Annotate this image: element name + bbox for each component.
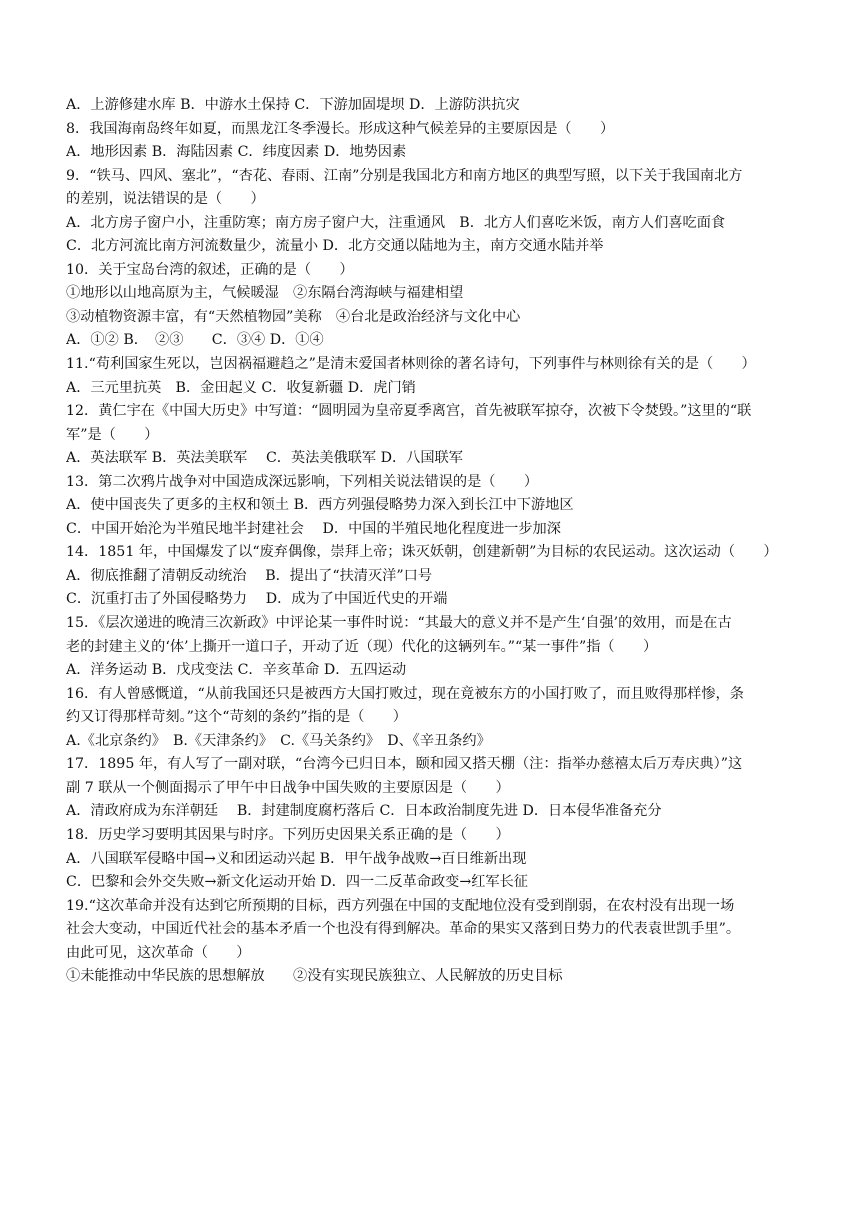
question-18: 18．历史学习要明其因果与时序。下列历史因果关系正确的是（ ） [66,826,510,843]
question-14: 14．1851 年，中国爆发了以“废弃偶像，崇拜上帝；诛灭妖朝，创建新朝”为目标的农民运动。这次运动（ ） [66,544,778,561]
question-8: 8．我国海南岛终年如夏，而黑龙江冬季漫长。形成这种气候差异的主要原因是（ ） [66,120,615,137]
option-line: A．清政府成为东洋朝廷 B．封建制度腐朽落后 C．日本政治制度先进 D．日本侵华准备充分 [66,803,662,820]
question-19-cont: 社会大变动，中国近代社会的基本矛盾一个也没有得到解决。革命的果实又落到日势力的代表袁世凯手里”。 [66,921,741,938]
question-12: 12．黄仁宇在《中国大历史》中写道：“圆明园为皇帝夏季离宫，首先被联军掠夺，次被下令焚毁。”这里的“联 [66,403,752,420]
question-19: 19.“这次革命并没有达到它所预期的目标，西方列强在中国的支配地位没有受到削弱，在农村没有出现一场 [66,897,735,914]
question-10: 10．关于宝岛台湾的叙述，正确的是（ ） [66,261,354,278]
question-12-cont: 军”是（ ） [66,426,159,443]
option-line: C．北方河流比南方河流数量少，流量小 D．北方交通以陆地为主，南方交通水陆并举 [66,238,604,255]
question-9: 9．“铁马、四风、塞北”，“杏花、春雨、江南”分别是我国北方和南方地区的典型写照，以下关于我国南北方 [66,167,743,184]
question-17-cont: 副 7 联从一个侧面揭示了甲午中日战争中国失败的主要原因是（ ） [66,779,510,796]
option-line: A．地形因素 B．海陆因素 C．纬度因素 D．地势因素 [66,144,407,161]
statement-line: ③动植物资源丰富，有“天然植物园”美称 ④台北是政治经济与文化中心 [66,308,521,325]
option-line: A．使中国丧失了更多的主权和领土 B．西方列强侵略势力深入到长江中下游地区 [66,497,574,514]
statement-line: ①地形以山地高原为主，气候暖湿 ②东隔台湾海峡与福建相望 [66,285,464,302]
option-line: A．彻底推翻了清朝反动统治 B．提出了“扶清灭洋”口号 [66,567,433,584]
option-line: A．上游修建水库 B．中游水土保持 C．下游加固堤坝 D．上游防洪抗灾 [66,97,520,113]
option-line: A．洋务运动 B．戊戌变法 C．辛亥革命 D．五四运动 [66,662,407,679]
option-line: A．①② B． ②③ C．③④ D．①④ [66,332,324,349]
question-15-cont: 老的封建主义的‘体’上撕开一道口子，开动了近（现）代化的这辆列车。”“某一事件”指（ ） [66,638,658,655]
option-line: A．北方房子窗户小，注重防寒；南方房子窗户大，注重通风 B．北方人们喜吃米饭，南方人们喜吃面食 [66,214,726,231]
exam-page [66,94,806,989]
option-line: A．英法联军 B．英法美联军 C．英法美俄联军 D．八国联军 [66,450,463,467]
question-9-cont: 的差别，说法错误的是（ ） [66,191,265,208]
question-19-cont: 由此可见，这次革命（ ） [66,944,251,961]
option-line: A．八国联军侵略中国→义和团运动兴起 B．甲午战争战败→百日维新出现 [66,850,527,867]
question-16: 16．有人曾感慨道，“从前我国还只是被西方大国打败过，现在竟被东方的小国打败了，而且败得那样惨，条 [66,685,744,702]
question-15: 15．《层次递进的晚清三次新政》中评论某一事件时说：“其最大的意义并不是产生‘自强’的效用，而是在古 [66,615,732,632]
question-11: 11.“苟利国家生死以，岂因祸福避趋之”是清末爱国者林则徐的著名诗句，下列事件与林则徐有关的是（ ） [66,356,756,373]
option-line: A.《北京条约》 B.《天津条约》 C.《马关条约》 D、《辛丑条约》 [66,732,491,749]
option-line: C．沉重打击了外国侵略势力 D．成为了中国近代史的开端 [66,591,448,608]
question-13: 13．第二次鸦片战争对中国造成深远影响，下列相关说法错误的是（ ） [66,473,539,490]
option-line: C．巴黎和会外交失败→新文化运动开始 D．四一二反革命政变→红军长征 [66,874,528,891]
option-line: A．三元里抗英 B．金田起义 C．收复新疆 D．虎门销 [66,379,416,396]
question-16-cont: 约又订得那样苛刻。”这个“苛刻的条约”指的是（ ） [66,709,407,726]
statement-line: ①未能推动中华民族的思想解放 ②没有实现民族独立、人民解放的历史目标 [66,968,563,985]
option-line: C．中国开始沦为半殖民地半封建社会 D．中国的半殖民地化程度进一步加深 [66,520,561,537]
question-17: 17．1895 年，有人写了一副对联，“台湾今已归日本，颐和园又搭天棚（注：指举办慈禧太后万寿庆典）”这 [66,756,743,773]
